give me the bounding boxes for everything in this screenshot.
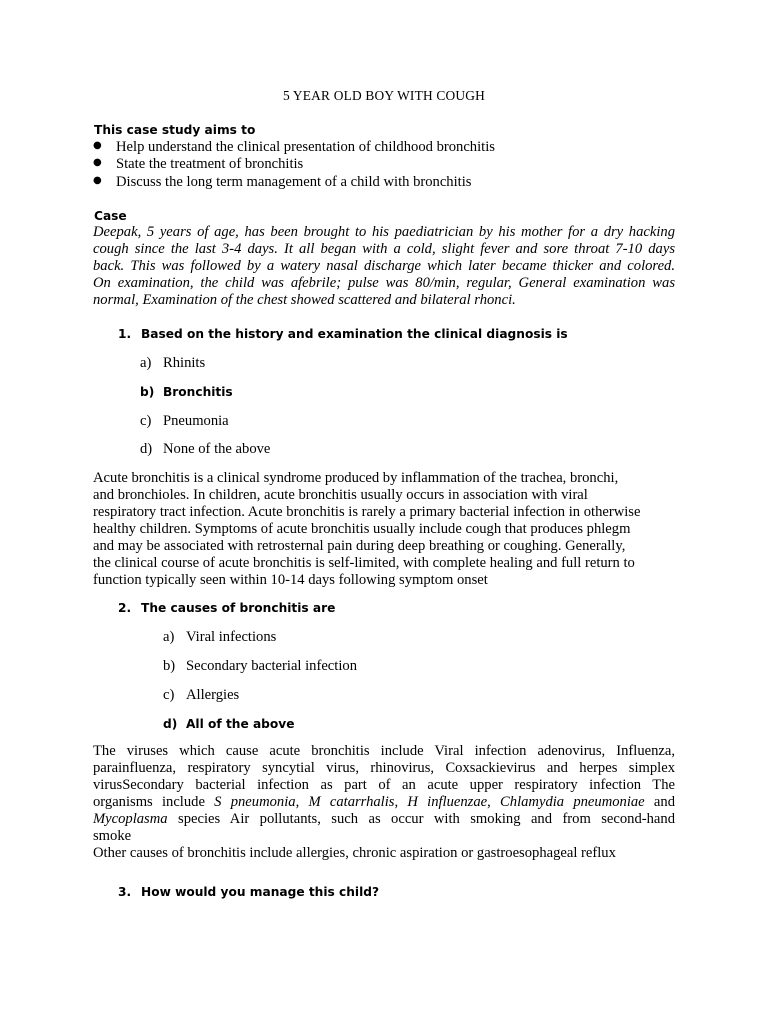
option-letter: c) [163,687,175,703]
explanation-line: function typically seen within 10-14 days following symptom onset [93,572,488,588]
question-text: How would you manage this child? [141,885,380,899]
option-text: Viral infections [186,629,277,645]
question-text: The causes of bronchitis are [141,601,336,615]
bullet-icon: ● [93,140,102,151]
explanation-1 [93,470,675,589]
option-text-correct: Bronchitis [163,385,233,399]
option-text: Rhinits [163,355,206,371]
question-number: 2. [118,601,132,615]
explanation-line: the clinical course of acute bronchitis is self-limited, with complete healing and full return to [93,555,635,571]
option-letter: b) [163,658,176,674]
question-text: Based on the history and examination the clinical diagnosis is [141,327,568,341]
explanation-line: parainfluenza, respiratory syncytial virus, rhinovirus, Coxsackievirus and herpes simplex [93,760,675,776]
option-text: Allergies [186,687,240,703]
option-letter: b) [140,385,155,399]
option-letter: d) [163,717,178,731]
case-line: On examination, the child was afebrile; pulse was 80/min, regular, General examination was [93,275,675,291]
option-text: Pneumonia [163,413,229,429]
case-line: cough since the last 3-4 days. It all began with a cold, slight fever and sore throat 7-10 days [93,241,675,257]
text: , [394,794,399,810]
explanation-line [93,794,675,811]
option-letter: c) [140,413,152,429]
option-letter: d) [140,441,153,457]
text: , [295,794,300,810]
question-number: 1. [118,327,132,341]
case-line: back. This was followed by a watery nasal discharge which later became thicker and colored. [93,258,675,274]
aims-item: Discuss the long term management of a child with bronchitis [116,174,472,190]
case-heading: Case [94,209,127,223]
text: species Air pollutants, such as occur with smoking and from second-hand [178,811,675,827]
bullet-icon: ● [93,157,102,168]
case-line: normal, Examination of the chest showed scattered and bilateral rhonci. [93,292,516,308]
explanation-line: healthy children. Symptoms of acute bronchitis usually include cough that produces phlegm [93,521,631,537]
option-text: None of the above [163,441,271,457]
option-text: Secondary bacterial infection [186,658,357,674]
page-title: 5 YEAR OLD BOY WITH COUGH [282,88,485,103]
organism-name: Mycoplasma [93,811,168,827]
aims-heading: This case study aims to [94,123,256,137]
bullet-icon: ● [93,175,102,186]
option-text-correct: All of the above [186,717,295,731]
organism-name: S pneumonia [214,794,296,810]
text: organisms include [93,794,205,810]
organism-name: H influenzae [407,794,488,810]
option-letter: a) [140,355,152,371]
aims-item: Help understand the clinical presentation of childhood bronchitis [116,139,495,155]
option-letter: a) [163,629,175,645]
aims-item: State the treatment of bronchitis [116,156,304,172]
case-text [93,224,675,309]
text: and [653,794,675,810]
explanation-line: and bronchioles. In children, acute bronchitis usually occurs in association with viral [93,487,588,503]
explanation-line [93,811,675,828]
explanation-line: respiratory tract infection. Acute bronchitis is rarely a primary bacterial infection in otherwise [93,504,641,520]
explanation-line: smoke [93,828,132,844]
explanation-line: The viruses which cause acute bronchitis include Viral infection adenovirus, Influenza, [93,743,675,759]
explanation-line: Other causes of bronchitis include allergies, chronic aspiration or gastroesophageal reflux [93,845,616,861]
explanation-line: Acute bronchitis is a clinical syndrome produced by inflammation of the trachea, bronchi, [93,470,619,486]
case-line: Deepak, 5 years of age, has been brought to his paediatrician by his mother for a dry hacking [93,224,675,240]
explanation-2 [93,743,675,862]
explanation-line: virusSecondary bacterial infection as part of an acute upper respiratory infection The [93,777,675,793]
organism-name: M catarrhalis [308,794,395,810]
explanation-line: and may be associated with retrosternal pain during deep breathing or coughing. Generally, [93,538,626,554]
organism-name: Chlamydia pneumoniae [500,794,645,810]
question-number: 3. [118,885,132,899]
text: , [487,794,491,810]
